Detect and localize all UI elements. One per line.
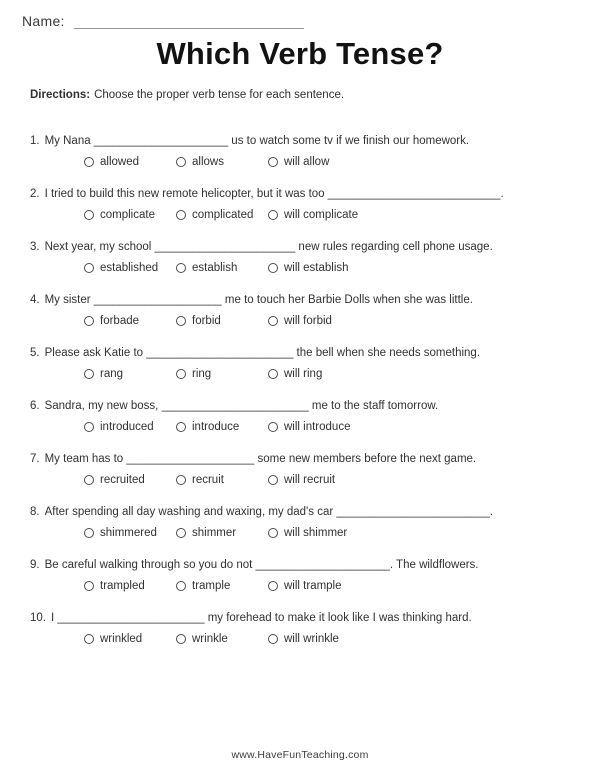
- answer-option[interactable]: [176, 633, 268, 645]
- option-label: will wrinkle: [284, 632, 339, 645]
- question-options: [30, 631, 582, 646]
- answer-option[interactable]: [268, 580, 342, 592]
- radio-button-icon[interactable]: [268, 528, 278, 538]
- radio-button-icon[interactable]: [268, 634, 278, 644]
- radio-button-icon[interactable]: [84, 528, 94, 538]
- radio-button-icon[interactable]: [176, 157, 186, 167]
- question-block: [30, 558, 582, 593]
- radio-button-icon[interactable]: [268, 475, 278, 485]
- directions: [30, 89, 344, 101]
- radio-button-icon[interactable]: [84, 475, 94, 485]
- radio-button-icon[interactable]: [176, 581, 186, 591]
- question-sentence: My Nana _____________________ us to watch some tv if we finish our homework.: [44, 135, 470, 147]
- radio-button-icon[interactable]: [268, 422, 278, 432]
- radio-button-icon[interactable]: [84, 581, 94, 591]
- option-label: will forbid: [284, 314, 332, 327]
- question-number: 4.: [30, 294, 40, 306]
- question-text: [30, 558, 582, 573]
- option-label: wrinkled: [100, 632, 143, 645]
- answer-option[interactable]: [176, 368, 268, 380]
- option-label: establish: [192, 261, 238, 274]
- radio-button-icon[interactable]: [176, 475, 186, 485]
- option-label: introduce: [192, 420, 240, 433]
- option-label: recruited: [100, 473, 145, 486]
- option-label: introduced: [100, 420, 154, 433]
- answer-option[interactable]: [268, 368, 322, 380]
- question-number: 8.: [30, 506, 40, 518]
- option-label: ring: [192, 367, 212, 380]
- question-sentence: Be careful walking through so you do not _____________________. The wildflowers.: [44, 559, 479, 571]
- question-text: [30, 505, 582, 520]
- option-label: shimmer: [192, 526, 237, 539]
- question-block: [30, 346, 582, 381]
- option-label: will recruit: [284, 473, 336, 486]
- answer-option[interactable]: [268, 633, 339, 645]
- answer-option[interactable]: [268, 315, 332, 327]
- question-text: [30, 452, 582, 467]
- radio-button-icon[interactable]: [84, 634, 94, 644]
- radio-button-icon[interactable]: [268, 369, 278, 379]
- answer-option[interactable]: [268, 421, 350, 433]
- question-number: 7.: [30, 453, 40, 465]
- question-block: [30, 611, 582, 646]
- radio-button-icon[interactable]: [84, 422, 94, 432]
- option-label: trampled: [100, 579, 145, 592]
- answer-option[interactable]: [268, 527, 347, 539]
- radio-button-icon[interactable]: [176, 634, 186, 644]
- question-text: [30, 134, 582, 149]
- question-options: [30, 207, 582, 222]
- name-input-line[interactable]: [74, 13, 304, 29]
- question-block: [30, 399, 582, 434]
- answer-option[interactable]: [176, 474, 268, 486]
- question-options: [30, 260, 582, 275]
- answer-option[interactable]: [176, 527, 268, 539]
- option-label: trample: [192, 579, 231, 592]
- question-sentence: Please ask Katie to _______________________ the bell when she needs something.: [44, 347, 481, 359]
- option-label: will complicate: [284, 208, 359, 221]
- radio-button-icon[interactable]: [84, 316, 94, 326]
- radio-button-icon[interactable]: [268, 210, 278, 220]
- answer-option[interactable]: [84, 209, 176, 221]
- answer-option[interactable]: [176, 156, 268, 168]
- radio-button-icon[interactable]: [176, 210, 186, 220]
- option-label: allowed: [100, 155, 139, 168]
- question-block: [30, 505, 582, 540]
- question-number: 6.: [30, 400, 40, 412]
- question-options: [30, 419, 582, 434]
- question-number: 5.: [30, 347, 40, 359]
- question-sentence: My team has to ____________________ some new members before the next game.: [44, 453, 477, 465]
- question-text: [30, 399, 582, 414]
- answer-option[interactable]: [268, 474, 335, 486]
- directions-label: Directions:: [30, 89, 91, 101]
- answer-option[interactable]: [84, 368, 176, 380]
- question-options: [30, 472, 582, 487]
- question-options: [30, 154, 582, 169]
- question-number: 9.: [30, 559, 40, 571]
- question-sentence: My sister ____________________ me to touch her Barbie Dolls when she was little.: [44, 294, 473, 306]
- radio-button-icon[interactable]: [84, 263, 94, 273]
- answer-option[interactable]: [84, 262, 176, 274]
- question-block: [30, 187, 582, 222]
- option-label: wrinkle: [192, 632, 228, 645]
- answer-option[interactable]: [84, 580, 176, 592]
- answer-option[interactable]: [84, 421, 176, 433]
- answer-option[interactable]: [176, 209, 268, 221]
- question-number: 2.: [30, 188, 40, 200]
- option-label: established: [100, 261, 159, 274]
- question-options: [30, 525, 582, 540]
- name-label: Name:: [22, 13, 65, 29]
- radio-button-icon[interactable]: [84, 369, 94, 379]
- answer-option[interactable]: [268, 209, 358, 221]
- radio-button-icon[interactable]: [268, 157, 278, 167]
- answer-option[interactable]: [84, 156, 176, 168]
- footer-url: www.HaveFunTeaching.com: [231, 749, 369, 761]
- questions-list: [30, 134, 582, 664]
- question-number: 10.: [30, 612, 46, 624]
- question-text: [30, 346, 582, 361]
- radio-button-icon[interactable]: [176, 263, 186, 273]
- option-label: will shimmer: [284, 526, 348, 539]
- question-sentence: Next year, my school ______________________ new rules regarding cell phone usage.: [44, 241, 493, 253]
- radio-button-icon[interactable]: [268, 581, 278, 591]
- name-row: [22, 13, 304, 29]
- option-label: forbid: [192, 314, 221, 327]
- question-options: [30, 578, 582, 593]
- radio-button-icon[interactable]: [176, 369, 186, 379]
- question-text: [30, 293, 582, 308]
- worksheet-title: Which Verb Tense?: [156, 36, 444, 71]
- radio-button-icon[interactable]: [84, 210, 94, 220]
- option-label: forbade: [100, 314, 140, 327]
- radio-button-icon[interactable]: [176, 528, 186, 538]
- question-number: 3.: [30, 241, 40, 253]
- question-options: [30, 313, 582, 328]
- directions-text: Choose the proper verb tense for each sentence.: [94, 89, 345, 101]
- question-text: [30, 187, 582, 202]
- question-sentence: After spending all day washing and waxing, my dad's car ________________________.: [44, 506, 494, 518]
- question-text: [30, 240, 582, 255]
- option-label: will allow: [284, 155, 330, 168]
- answer-option[interactable]: [84, 315, 176, 327]
- question-block: [30, 240, 582, 275]
- question-block: [30, 452, 582, 487]
- radio-button-icon[interactable]: [268, 316, 278, 326]
- option-label: complicated: [192, 208, 254, 221]
- radio-button-icon[interactable]: [84, 157, 94, 167]
- answer-option[interactable]: [268, 262, 349, 274]
- answer-option[interactable]: [176, 315, 268, 327]
- question-block: [30, 293, 582, 328]
- question-block: [30, 134, 582, 169]
- answer-option[interactable]: [84, 474, 176, 486]
- radio-button-icon[interactable]: [176, 422, 186, 432]
- option-label: will introduce: [284, 420, 351, 433]
- option-label: allows: [192, 155, 224, 168]
- question-sentence: I tried to build this new remote helicopter, but it was too ___________________________.: [44, 188, 504, 200]
- radio-button-icon[interactable]: [176, 316, 186, 326]
- option-label: will ring: [284, 367, 323, 380]
- question-text: [30, 611, 582, 626]
- option-label: will establish: [284, 261, 349, 274]
- answer-option[interactable]: [176, 580, 268, 592]
- radio-button-icon[interactable]: [268, 263, 278, 273]
- answer-option[interactable]: [176, 421, 268, 433]
- answer-option[interactable]: [176, 262, 268, 274]
- question-sentence: Sandra, my new boss, _______________________ me to the staff tomorrow.: [44, 400, 439, 412]
- option-label: shimmered: [100, 526, 157, 539]
- answer-option[interactable]: [268, 156, 329, 168]
- answer-option[interactable]: [84, 633, 176, 645]
- answer-option[interactable]: [84, 527, 176, 539]
- option-label: will trample: [284, 579, 342, 592]
- option-label: recruit: [192, 473, 224, 486]
- option-label: complicate: [100, 208, 155, 221]
- question-sentence: I _______________________ my forehead to make it look like I was thinking hard.: [51, 612, 472, 624]
- question-number: 1.: [30, 135, 40, 147]
- question-options: [30, 366, 582, 381]
- option-label: rang: [100, 367, 124, 380]
